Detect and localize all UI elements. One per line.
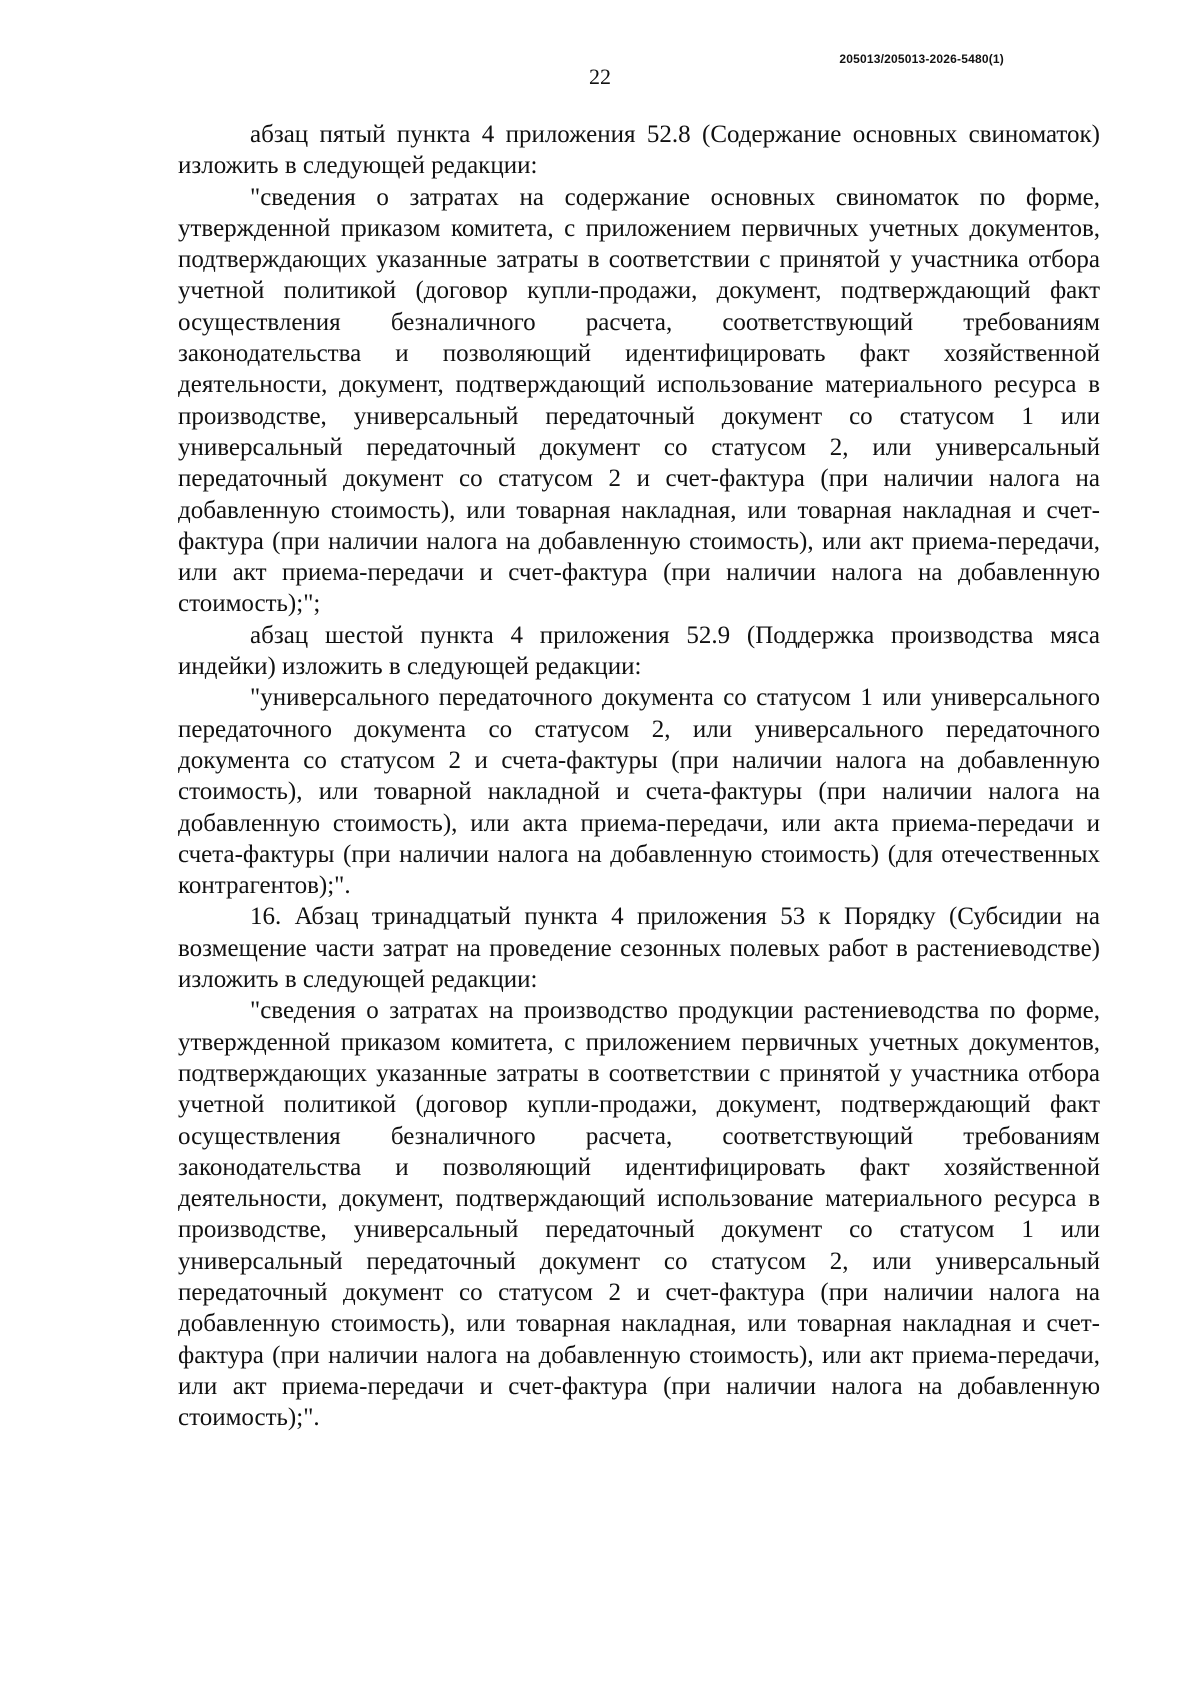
paragraph-3: абзац шестой пункта 4 приложения 52.9 (Поддержка производства мяса индейки) изложить в следующей редакции: <box>178 621 1100 681</box>
paragraph-4-quote: "универсального передаточного документа со статусом 1 или универсального передаточного документа со статусом 2, или универсального передаточного документа со статусом 2 и счета-фактуры (при наличии налога на добавленную стоимость), или товарной накладной и счета-фактуры (при наличии налога на добавленную стоимость), или акта приема-передачи, или акта приема-передачи и счета-фактуры (при наличии налога на добавленную стоимость) (для отечественных контрагентов);". <box>178 684 1100 900</box>
paragraph-2-quote: "сведения о затратах на содержание основных свиноматок по форме, утвержденной приказом комитета, с приложением первичных учетных документов, подтверждающих указанные затраты в соответствии с принятой у участника отбора учетной политикой (договор купли-продажи, документ, подтверждающий факт осуществления безналичного расчета, соответствующий требованиям законодательства и позволяющий идентифицировать факт хозяйственной деятельности, документ, подтверждающий использование материального ресурса в производстве, универсальный передаточный документ со статусом 1 или универсальный передаточный документ со статусом 2, или универсальный передаточный документ со статусом 2 и счет-фактура (при наличии налога на добавленную стоимость), или товарная накладная, или товарная накладная и счет-фактура (при наличии налога на добавленную стоимость), или акт приема-передачи, или акт приема-передачи и счет-фактура (при наличии налога на добавленную стоимость);"; <box>178 183 1100 618</box>
paragraph-5-item-16: 16. Абзац тринадцатый пункта 4 приложения 53 к Порядку (Субсидии на возмещение части затрат на проведение сезонных полевых работ в растениеводстве) изложить в следующей редакции: <box>178 903 1100 994</box>
paragraph-1: абзац пятый пункта 4 приложения 52.8 (Содержание основных свиноматок) изложить в следующей редакции: <box>178 121 1100 180</box>
document-id: 205013/205013-2026-5480(1) <box>839 52 1004 66</box>
page-number: 22 <box>589 64 611 89</box>
document-body <box>178 119 1100 1433</box>
paragraph-6-quote: "сведения о затратах на производство продукции растениеводства по форме, утвержденной приказом комитета, с приложением первичных учетных документов, подтверждающих указанные затраты в соответствии с принятой у участника отбора учетной политикой (договор купли-продажи, документ, подтверждающий факт осуществления безналичного расчета, соответствующий требованиям законодательства и позволяющий идентифицировать факт хозяйственной деятельности, документ, подтверждающий использование материального ресурса в производстве, универсальный передаточный документ со статусом 1 или универсальный передаточный документ со статусом 2, или универсальный передаточный документ со статусом 2 и счет-фактура (при наличии налога на добавленную стоимость), или товарная накладная, или товарная накладная и счет-фактура (при наличии налога на добавленную стоимость), или акт приема-передачи, или акт приема-передачи и счет-фактура (при наличии налога на добавленную стоимость);". <box>178 997 1100 1432</box>
